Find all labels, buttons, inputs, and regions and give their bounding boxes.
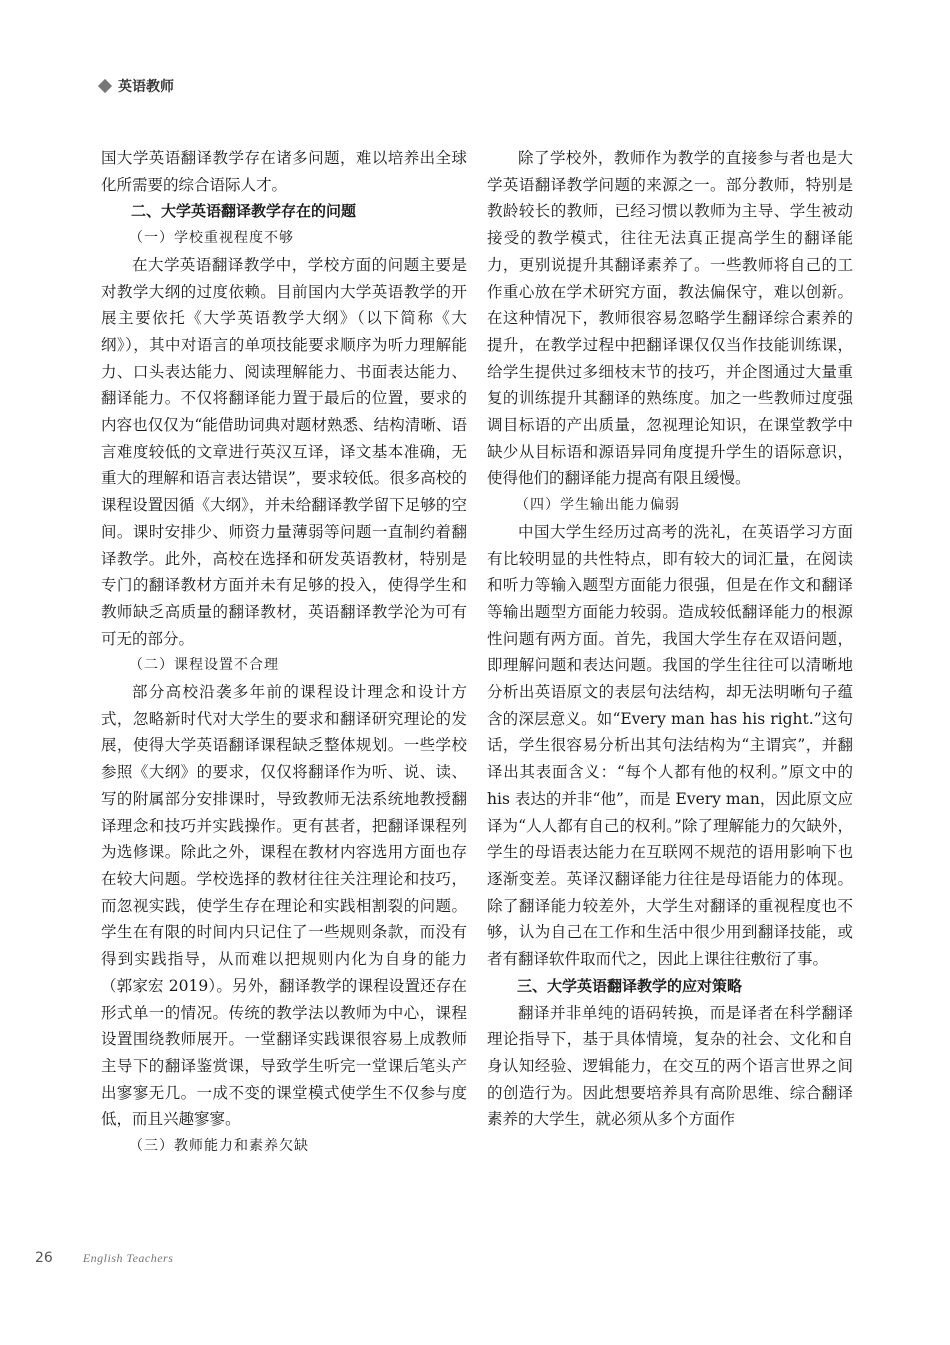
paragraph: 国大学英语翻译教学存在诸多问题，难以培养出全球化所需要的综合语际人才。 — [101, 149, 467, 194]
subsection-heading: （四）学生输出能力偏弱 — [515, 497, 680, 514]
subsection-heading: （三）教师能力和素养欠缺 — [129, 1138, 309, 1155]
subsection-heading: （一）学校重视程度不够 — [129, 230, 294, 247]
running-header — [100, 76, 174, 96]
section-heading: 三、大学英语翻译教学的应对策略 — [517, 976, 743, 995]
paragraph: 除了学校外，教师作为教学的直接参与者也是大学英语翻译教学问题的来源之一。部分教师，特别是教龄较长的教师，已经习惯以教师为主导、学生被动接受的教学模式，往往无法真正提高学生的翻译能力，更别说提升其翻译素养了。一些教师将自己的工作重心放在学术研究方面，教法偏保守，难以创新。在这种情况下，教师很容易忽略学生翻译综合素养的提升，在教学过程中把翻译课仅仅当作技能训练课，给学生提供过多细枝末节的技巧，并企图通过大量重复的训练提升其翻译的熟练度。加之一些教师过度强调目标语的产出质量，忽视理论知识，在课堂教学中缺少从目标语和源语异同角度提升学生的语际意识，使得他们的翻译能力提高有限且缓慢。 — [487, 149, 853, 488]
page-number: 26 — [35, 1250, 53, 1266]
paragraph: 在大学英语翻译教学中，学校方面的问题主要是对教学大纲的过度依赖。目前国内大学英语教学的开展主要依托《大学英语教学大纲》（以下简称《大纲》），其中对语言的单项技能要求顺序为听力理解能力、口头表达能力、阅读理解能力、书面表达能力、翻译能力。不仅将翻译能力置于最后的位置，要求的内容也仅仅为“能借助词典对题材熟悉、结构清晰、语言难度较低的文章进行英汉互译，译文基本准确，无重大的理解和语言表达错误”，要求较低。很多高校的课程设置因循《大纲》，并未给翻译教学留下足够的空间。课时安排少、师资力量薄弱等问题一直制约着翻译教学。此外，高校在选择和研发英语教材，特别是专门的翻译教材方面并未有足够的投入，使得学生和教师缺乏高质量的翻译教材，英语翻译教学沦为可有可无的部分。 — [101, 255, 467, 648]
left-column — [101, 145, 467, 1160]
section-heading: 二、大学英语翻译教学存在的问题 — [131, 202, 357, 221]
journal-name: English Teachers — [82, 1251, 174, 1265]
right-column — [487, 145, 853, 1133]
diamond-icon — [98, 79, 112, 93]
subsection-heading: （二）课程设置不合理 — [129, 657, 279, 674]
page-footer — [35, 1250, 173, 1266]
journal-title: 英语教师 — [118, 79, 174, 95]
paragraph: 中国大学生经历过高考的洗礼，在英语学习方面有比较明显的共性特点，即有较大的词汇量，在阅读和听力等输入题型方面能力很强，但是在作文和翻译等输出题型方面能力较弱。造成较低翻译能力的根源性问题有两方面。首先，我国大学生存在双语问题，即理解问题和表达问题。我国的学生往往可以清晰地分析出英语原文的表层句法结构，却无法明晰句子蕴含的深层意义。如“Every man has his right.”这句话，学生很容易分析出其句法结构为“主谓宾”，并翻译出其表面含义：“每个人都有他的权利。”原文中的 his 表达的并非“他”，而是 Every man，因此原文应译为“人人都有自己的权利。”除了理解能力的欠缺外，学生的母语表达能力在互联网不规范的语用影响下也逐渐变差。英译汉翻译能力往往是母语能力的体现。除了翻译能力较差外，大学生对翻译的重视程度也不够，认为自己在工作和生活中很少用到翻译技能，或者有翻译软件取而代之，因此上课往往敷衍了事。 — [487, 522, 853, 969]
paragraph: 翻译并非单纯的语码转换，而是译者在科学翻译理论指导下，基于具体情境，复杂的社会、文化和自身认知经验、逻辑能力，在交互的两个语言世界之间的创造行为。因此想要培养具有高阶思维、综合翻译素养的大学生，就必须从多个方面作 — [487, 1003, 853, 1129]
paragraph: 部分高校沿袭多年前的课程设计理念和设计方式，忽略新时代对大学生的要求和翻译研究理论的发展，使得大学英语翻译课程缺乏整体规划。一些学校参照《大纲》的要求，仅仅将翻译作为听、说、读、写的附属部分安排课时，导致教师无法系统地教授翻译理念和技巧并实践操作。更有甚者，把翻译课程列为选修课。除此之外，课程在教材内容选用方面也存在较大问题。学校选择的教材往往关注理论和技巧，而忽视实践，使学生存在理论和实践相割裂的问题。学生在有限的时间内只记住了一些规则条款，而没有得到实践指导，从而难以把规则内化为自身的能力（郭家宏 2019）。另外，翻译教学的课程设置还存在形式单一的情况。传统的教学法以教师为中心，课程设置围绕教师展开。一堂翻译实践课很容易上成教师主导下的翻译鉴赏课，导致学生听完一堂课后笔头产出寥寥无几。一成不变的课堂模式使学生不仅参与度低，而且兴趣寥寥。 — [101, 683, 467, 1129]
